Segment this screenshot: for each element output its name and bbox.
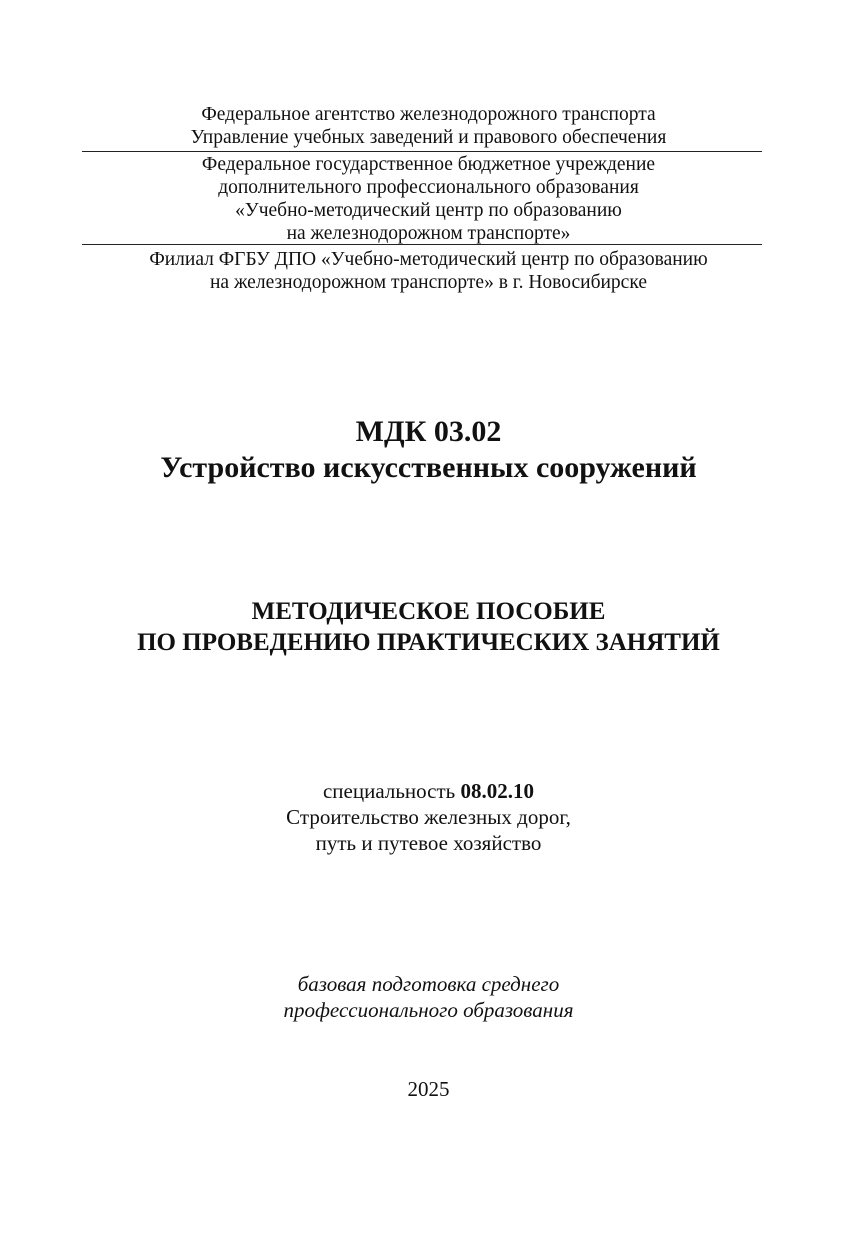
institution-line: дополнительного профессионального образования — [218, 177, 639, 198]
document-type-line: ПО ПРОВЕДЕНИЮ ПРАКТИЧЕСКИХ ЗАНЯТИЙ — [137, 629, 720, 656]
course-code: МДК 03.02 — [355, 415, 502, 448]
branch-block — [0, 248, 857, 294]
training-level-line: профессионального образования — [283, 998, 574, 1022]
specialty-code: 08.02.10 — [460, 779, 534, 803]
specialty-name-line: Строительство железных дорог, — [286, 805, 571, 829]
training-level-line: базовая подготовка среднего — [297, 972, 560, 996]
branch-line: Филиал ФГБУ ДПО «Учебно-методический центр по образованию — [149, 249, 708, 270]
document-type — [0, 596, 857, 658]
institution-line: «Учебно-методический центр по образованию — [235, 200, 622, 221]
agency-line: Федеральное агентство железнодорожного транспорта — [201, 104, 656, 125]
specialty-heading — [0, 778, 857, 804]
institution-line: на железнодорожном транспорте» — [286, 223, 571, 244]
header-divider — [82, 151, 762, 152]
course-title — [0, 414, 857, 486]
publication-year: 2025 — [407, 1077, 450, 1101]
document-type-line: МЕТОДИЧЕСКОЕ ПОСОБИЕ — [251, 598, 606, 625]
header-divider — [82, 244, 762, 245]
institution-block — [0, 153, 857, 245]
branch-line: на железнодорожном транспорте» в г. Новосибирске — [210, 272, 647, 293]
specialty-label: специальность — [322, 779, 456, 803]
agency-line: Управление учебных заведений и правового обеспечения — [190, 127, 667, 148]
training-level — [0, 971, 857, 1023]
agency-block — [0, 103, 857, 149]
institution-line: Федеральное государственное бюджетное учреждение — [201, 154, 656, 175]
specialty-block — [0, 778, 857, 856]
specialty-name-line: путь и путевое хозяйство — [315, 831, 542, 855]
course-name: Устройство искусственных сооружений — [160, 451, 697, 484]
